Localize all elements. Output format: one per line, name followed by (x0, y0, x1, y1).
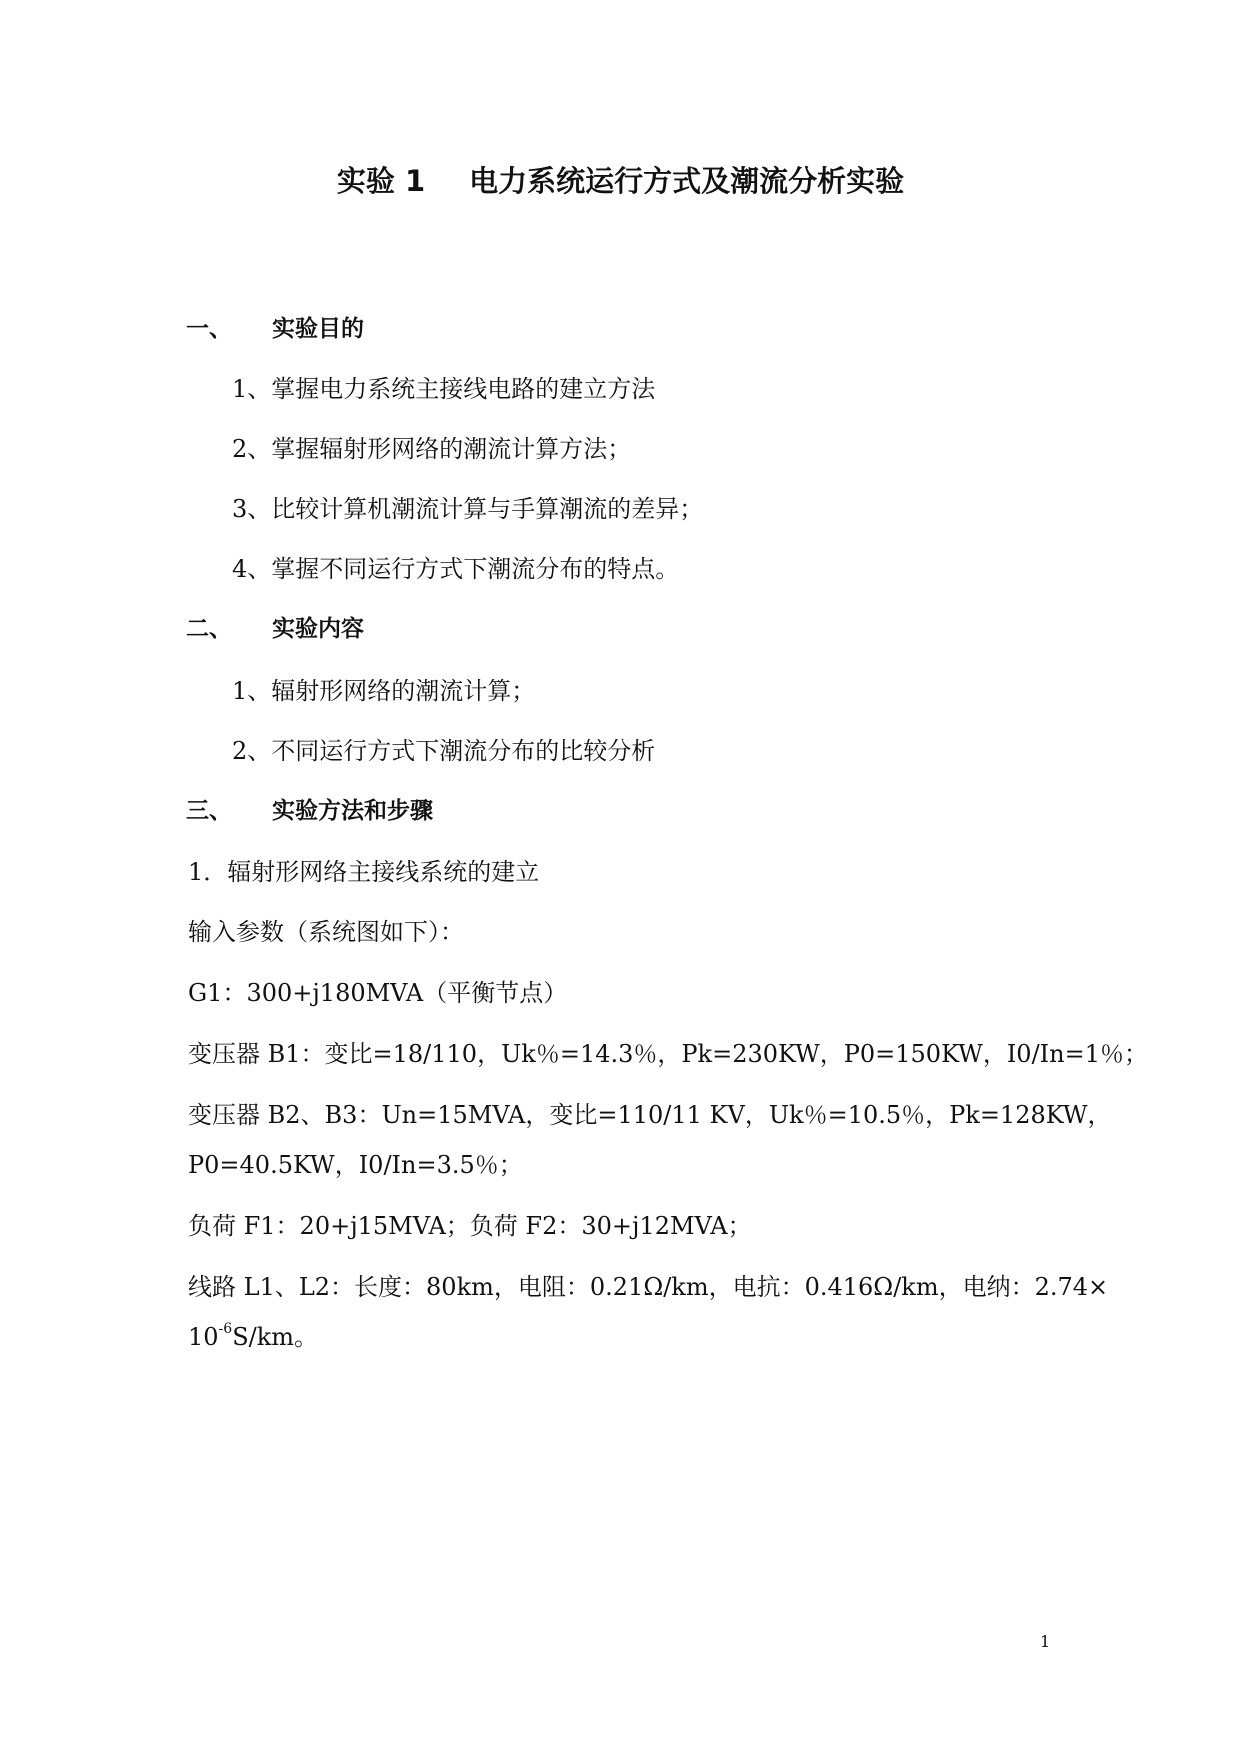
step-heading: 1．辐射形网络主接线系统的建立 (188, 858, 540, 886)
susceptance-exponent: -6 (218, 1321, 233, 1337)
param-transformer-b1: 变压器 B1：变比=18/110，Uk％=14.3％，Pk=230KW，P0=150KW，I0/In=1％； (188, 1040, 1148, 1068)
param-lines-cont (188, 1322, 318, 1352)
page-number: 1 (1040, 1632, 1051, 1651)
section-number: 一、 (186, 316, 232, 342)
list-item: 2、掌握辐射形网络的潮流计算方法； (232, 435, 632, 463)
list-item: 4、掌握不同运行方式下潮流分布的特点。 (232, 555, 680, 583)
section-number: 三、 (186, 798, 232, 824)
section-heading-3 (186, 796, 433, 826)
list-item: 1、掌握电力系统主接线电路的建立方法 (232, 375, 656, 403)
section-number: 二、 (186, 616, 232, 642)
param-lines: 线路 L1、L2：长度：80km，电阻：0.21Ω/km，电抗：0.416Ω/km，电纳：2.74× (188, 1273, 1109, 1301)
list-item: 3、比较计算机潮流计算与手算潮流的差异； (232, 495, 704, 523)
susceptance-base: 10 (188, 1323, 219, 1351)
title-prefix: 实验 1 (336, 164, 426, 198)
section-title: 实验内容 (272, 616, 364, 642)
page-title (0, 166, 1241, 196)
section-heading-2 (186, 614, 364, 644)
section-heading-1 (186, 314, 364, 344)
section-title: 实验目的 (272, 316, 364, 342)
param-transformer-b2-b3-cont: P0=40.5KW，I0/In=3.5％； (188, 1151, 523, 1179)
susceptance-unit: S/km。 (232, 1323, 319, 1351)
list-item: 1、辐射形网络的潮流计算； (232, 677, 536, 705)
section-title: 实验方法和步骤 (272, 798, 433, 824)
input-params-label: 输入参数（系统图如下）： (188, 918, 464, 946)
list-item: 2、不同运行方式下潮流分布的比较分析 (232, 737, 656, 765)
title-main: 电力系统运行方式及潮流分析实验 (469, 164, 905, 198)
param-transformer-b2-b3: 变压器 B2、B3：Un=15MVA，变比=110/11 KV，Uk％=10.5％，Pk=128KW， (188, 1101, 1112, 1129)
param-g1: G1：300+j180MVA（平衡节点） (188, 979, 568, 1007)
param-loads: 负荷 F1：20+j15MVA；负荷 F2：30+j12MVA； (188, 1212, 752, 1240)
